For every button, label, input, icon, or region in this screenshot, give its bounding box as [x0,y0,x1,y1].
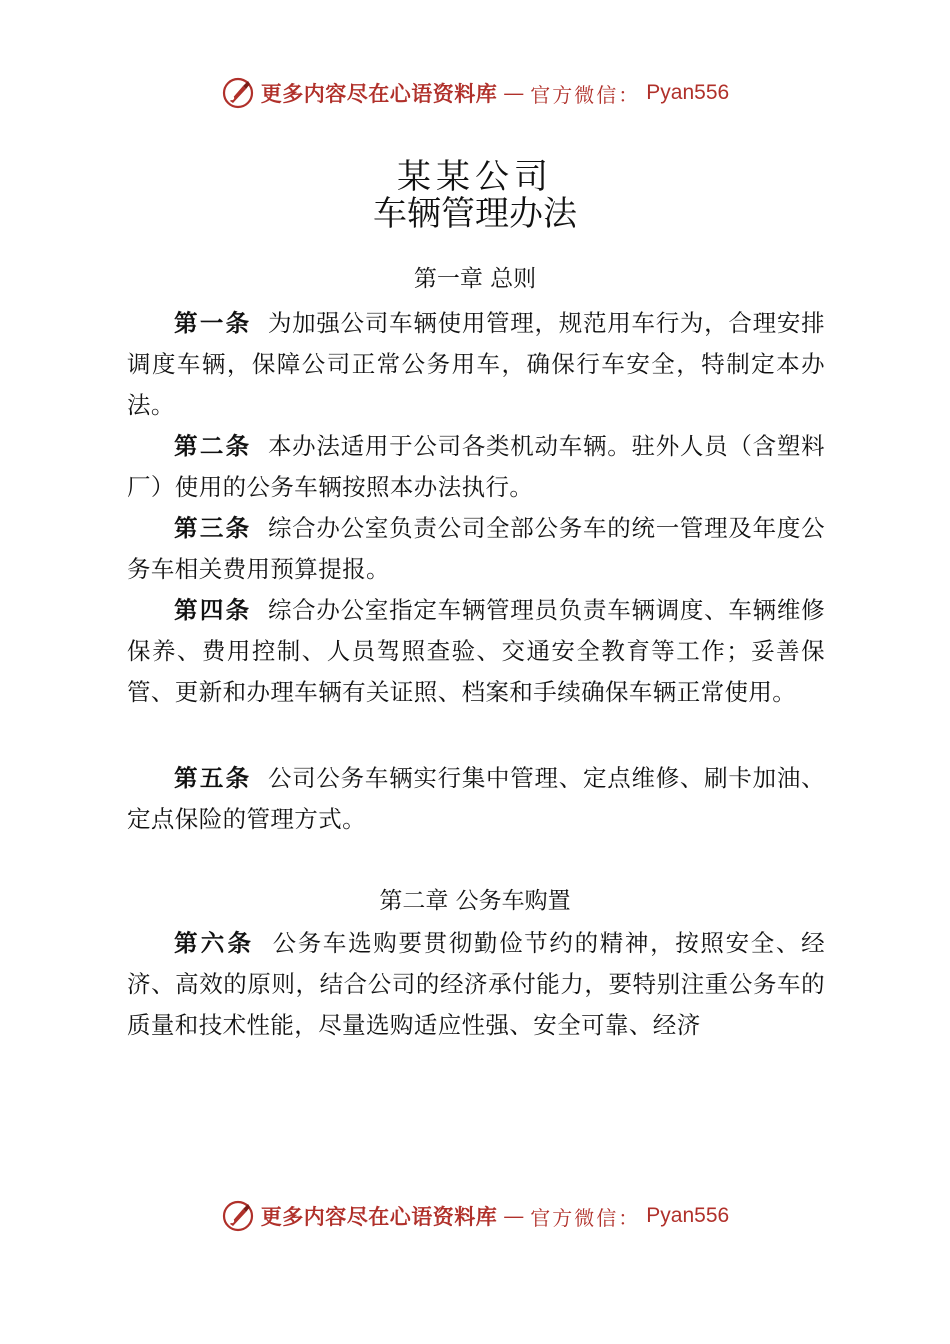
article-paragraph [127,303,825,426]
watermark-separator: — [503,81,525,105]
article-paragraph [127,508,825,590]
article-label: 第三条 [174,514,252,542]
article-label: 第四条 [174,596,252,624]
article-label: 第六条 [174,929,255,957]
article-label: 第五条 [174,764,252,792]
article-text: 综合办公室指定车辆管理员负责车辆调度、车辆维修保养、费用控制、人员驾照查验、交通安全教育等工作；妥善保管、更新和办理车辆有关证照、档案和手续确保车辆正常使用。 [127,596,826,706]
article-text: 公司公务车辆实行集中管理、定点维修、刷卡加油、定点保险的管理方式。 [127,764,826,833]
watermark-wechat-id: Pyan556 [646,81,730,104]
chapter-heading: 第二章 公务车购置 [379,888,571,914]
pen-circle-logo-icon [221,1199,255,1233]
article-paragraph [127,426,825,508]
watermark-header [0,73,950,113]
watermark-official-label: 官方微信： [530,1205,641,1230]
watermark-wechat-id: Pyan556 [646,1204,730,1227]
article-paragraph [127,758,825,840]
article-paragraph [127,590,825,713]
watermark-text: 更多内容尽在心语资料库 [260,81,498,106]
pen-circle-logo-icon [221,76,255,110]
article-paragraph [127,923,825,1046]
watermark-footer [0,1196,950,1236]
article-text: 公务车选购要贯彻勤俭节约的精神，按照安全、经济、高效的原则，结合公司的经济承付能力，要特别注重公务车的质量和技术性能，尽量选购适应性强、安全可靠、经济 [127,929,825,1039]
article-text: 为加强公司车辆使用管理，规范用车行为，合理安排调度车辆，保障公司正常公务用车，确保行车安全，特制定本办法。 [127,309,826,419]
watermark-text: 更多内容尽在心语资料库 [260,1204,498,1229]
document-title-main: 车辆管理办法 [373,194,577,234]
document-title-company: 某某公司 [397,157,553,197]
article-label: 第二条 [174,432,252,460]
article-text: 综合办公室负责公司全部公务车的统一管理及年度公务车相关费用预算提报。 [127,514,826,583]
watermark-official-label: 官方微信： [530,82,641,107]
watermark-separator: — [503,1204,525,1228]
article-label: 第一条 [174,309,252,337]
article-text: 本办法适用于公司各类机动车辆。驻外人员（含塑料厂）使用的公务车辆按照本办法执行。 [127,432,826,501]
chapter-heading: 第一章 总则 [413,266,537,292]
